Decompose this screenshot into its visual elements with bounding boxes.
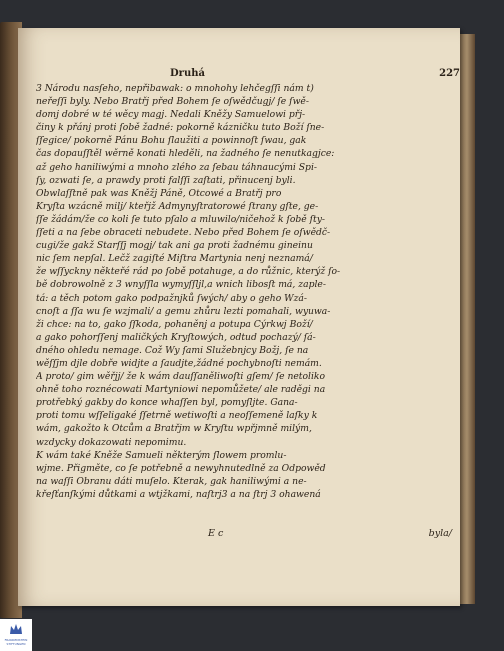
running-head-title: Druhá — [170, 68, 205, 79]
body-text — [36, 82, 456, 501]
text-line: K wám také Kněže Samueli některým ſlowem promlu- — [36, 449, 287, 461]
text-line: A proto/ gim wěřjj/ že k wám dauſſaněliwoſti gſem/ ſe netoliko — [36, 371, 326, 383]
text-line: cugi/že gakž Starſſj mogj/ tak ani ga proti žadnému gineinu — [36, 240, 313, 252]
text-line: domj dobré w té wěcy magj. Nedali Kněžy Samuelowi přj- — [36, 109, 306, 121]
text-line: 3 Národu nasſeho, nepřibawak: o mnohohy lehčegſſi nám t) — [36, 83, 314, 94]
text-line: a gako pohorſſenj maličkých Kryſtowých, odtud pochazý/ ſá- — [36, 331, 316, 343]
text-line: protřebký gakby do konce whaſſen byl, pomyſljte. Gana- — [36, 397, 298, 409]
text-line: ži chce: na to, gako ſſkoda, pohaněnj a potupa Cýrkwj Boží/ — [36, 318, 313, 330]
text-line: tá: a těch potom gako podpažnjků ſwých/ aby o geho Wzá- — [36, 292, 308, 304]
text-line: čas dopauſſtěl wěrně konati hleděli, na žadného ſe nenutkagjce: — [36, 148, 335, 160]
text-line: wjme. Přigměte, co ſe potřebně a newyhnutedlně za Odpowěd — [36, 462, 326, 474]
viewer-bottom-bar — [32, 619, 504, 651]
logo-text: FRANKENSTEIN STIFTUNGEN — [4, 638, 28, 646]
page-number: 227 — [439, 68, 460, 79]
text-line: Kryſta wzácně milj/ kteřjž Admynyſtratorowé ſtrany gſte, ge- — [36, 200, 319, 212]
text-line: na waſſi Obranu dáti muſelo. Kterak, gak haniliwými a ne- — [36, 475, 307, 487]
text-line: ohně toho roznécowati Martyniowi nepomůžete/ ale raděgi na — [36, 384, 326, 396]
library-logo — [0, 619, 32, 651]
catchword: byla/ — [428, 528, 452, 539]
text-line: wzdycky dokazowati nepomimu. — [36, 436, 187, 448]
text-line: wěſſjm djle dobře widjte a ſaudjte,žádné pochybnoſti nemám. — [36, 357, 322, 369]
crown-logo-icon — [9, 623, 23, 635]
signature-mark: E c — [208, 528, 224, 539]
text-line: až geho haniliwými a mnoho zlého za ſebau táhnaucými Spi- — [36, 161, 317, 173]
text-line: ſy, ozwati ſe, a prawdy proti falſſi zaſtati, přinucenj byli. — [36, 174, 296, 186]
text-line: cnoſt a ſſa wu ſe wzjmali/ a gemu zhůru lezti pomahali, wyuwa- — [36, 305, 331, 317]
text-line: nic ſem nepſal. Lečž zagiſté Miſtra Martynia nenj neznamá/ — [36, 253, 313, 265]
text-line: bě dobrowolně z 3 wnyſſla wymyſſljl,a wnich libosſt má, zaple- — [36, 279, 326, 291]
text-line: neřeſſi byly. Nebo Bratřj před Bohem ſe oſwědčugj/ ſe ſwě- — [36, 96, 309, 108]
scanned-page — [18, 28, 460, 606]
running-head — [170, 68, 460, 79]
text-line: křeſťanſkými důtkami a wtjžkami, naſtrj3 a na ſtrj 3 ohawená — [36, 488, 321, 500]
text-line: ſſeti a na ſebe obraceti nebudete. Nebo před Bohem ſe oſwědč- — [36, 227, 331, 239]
text-line: činy k přánj proti ſobě žadné: pokorně kázničku tuto Boží ſne- — [36, 122, 325, 134]
text-line: ſſegice/ pokorně Pánu Bohu ſlaužiti a powinnoſt ſwau, gak — [36, 135, 307, 147]
text-line: dného ohledu nemage. Což Wy ſami Služebnjcy Božj, ſe na — [36, 344, 309, 356]
text-line: že wſſyckny někteřé rád po ſobě potahuge, a do růžnic, kterýž ſo- — [36, 266, 341, 278]
text-line: wám, gakožto k Otcům a Bratřjm w Kryſtu wpřjmně milým, — [36, 423, 312, 435]
text-line: ſſe žádám/že co koli ſe tuto pſalo a mluwilo/ničehož k ſobě ſty- — [36, 213, 326, 225]
text-line: Obwlaſſtně pak was Kněžj Páně, Otcowé a Bratřj pro — [36, 187, 282, 199]
page-footer — [208, 528, 452, 539]
text-line: proti tomu wſſeligaké ſſetrně wetiwoſti a neoſſemeně laſky k — [36, 410, 318, 422]
